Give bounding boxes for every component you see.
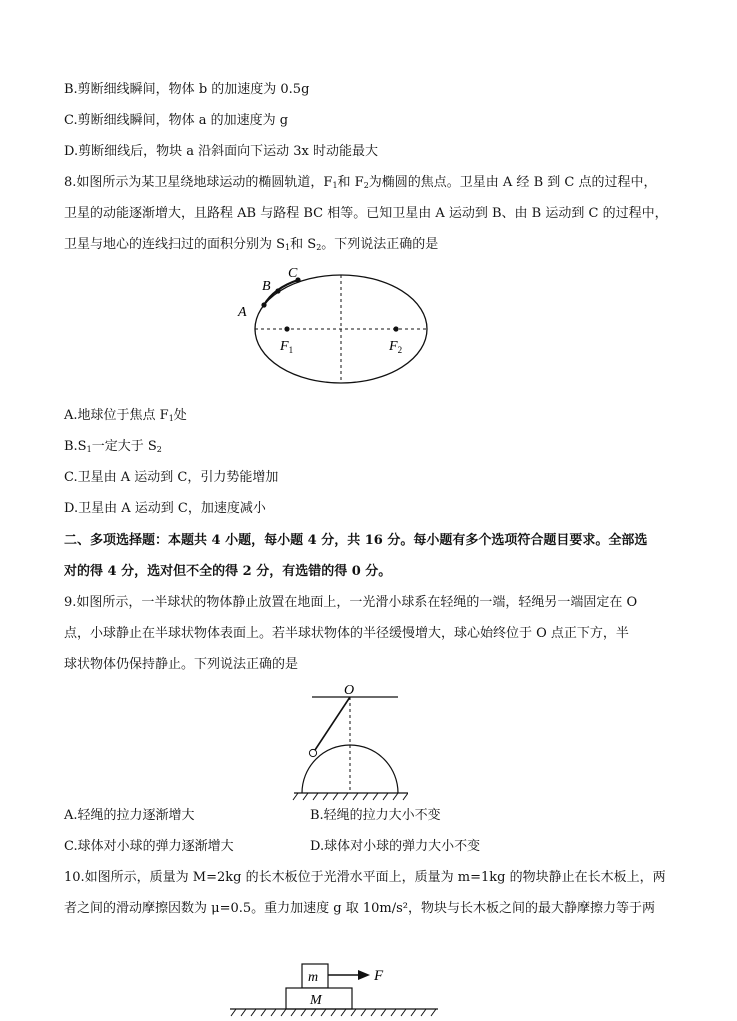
floor-hatching	[231, 1009, 436, 1016]
label-f1: $F_1$	[280, 339, 294, 355]
q9-hemisphere-figure	[288, 680, 408, 802]
point-b	[275, 288, 280, 293]
focus-f1	[284, 326, 289, 331]
label-c: C	[288, 266, 298, 281]
q8-option-c: C.卫星由 A 运动到 C，引力势能增加	[64, 470, 279, 485]
q8-stem-line3: 卫星与地心的连线扫过的面积分别为 $S_1$和 $S_2$。下列说法正确的是	[64, 237, 439, 252]
q9-option-c: C.球体对小球的弹力逐渐增大	[64, 839, 234, 854]
q9-option-b: B.轻绳的拉力大小不变	[310, 808, 441, 823]
q10-stem-line1: 10.如图所示，质量为 M=2kg 的长木板位于光滑水平面上，质量为 m=1kg 的物块静止在长木板上，两	[64, 870, 666, 885]
section2-heading-line1: 二、多项选择题：本题共 4 小题，每小题 4 分，共 16 分。每小题有多个选项符合题目要求。全部选	[64, 533, 648, 548]
q8-stem-line2: 卫星的动能逐渐增大，且路程 AB 与路程 BC 相等。已知卫星由 A 运动到 B、由 B 运动到 C 的过程中，	[64, 206, 668, 221]
force-arrow-head	[358, 970, 370, 980]
q9-option-d: D.球体对小球的弹力大小不变	[310, 839, 481, 854]
label-o: O	[344, 683, 355, 698]
label-m: m	[308, 970, 319, 985]
small-ball	[309, 749, 316, 756]
q7-option-c: C.剪断细线瞬间，物体 a 的加速度为 g	[64, 113, 289, 128]
q7-option-d: D.剪断细线后，物块 a 沿斜面向下运动 3x 时动能最大	[64, 144, 378, 159]
q9-stem-line1: 9.如图所示，一半球状的物体静止放置在地面上，一光滑小球系在轻绳的一端，轻绳另一端固定在 O	[64, 595, 638, 610]
light-rope	[315, 697, 350, 750]
label-big-m: M	[310, 993, 322, 1008]
q9-stem-line3: 球状物体仍保持静止。下列说法正确的是	[64, 657, 299, 672]
ground-hatching	[293, 793, 408, 800]
point-a	[261, 302, 266, 307]
focus-f2	[393, 326, 398, 331]
q9-stem-line2: 点，小球静止在半球状物体表面上。若半球状物体的半径缓慢增大，球心始终位于 O 点正下方，半	[64, 626, 629, 641]
section2-heading-line2: 对的得 4 分，选对但不全的得 2 分，有选错的得 0 分。	[64, 564, 392, 579]
label-a: A	[238, 305, 247, 320]
q8-option-b: $B.S_1$一定大于 $S_2$	[64, 439, 162, 454]
label-b: B	[262, 279, 271, 294]
q10-stem-line2: 者之间的滑动摩擦因数为 μ=0.5。重力加速度 g 取 10m/s²，物块与长木板之间的最大静摩擦力等于两	[64, 901, 655, 916]
label-f2: $F_2$	[389, 339, 403, 355]
q7-option-b: B.剪断细线瞬间，物体 b 的加速度为 0.5g	[64, 82, 310, 97]
q9-option-a: A.轻绳的拉力逐渐增大	[64, 808, 195, 823]
q8-option-d: D.卫星由 A 运动到 C，加速度减小	[64, 501, 266, 516]
q8-ellipse-orbit-figure	[228, 262, 438, 390]
q8-stem-line1: 8.如图所示为某卫星绕地球运动的椭圆轨道，$F_1$和 $F_2$为椭圆的焦点。卫星由 A 经 B 到 C 点的过程中，	[64, 175, 657, 190]
label-f: F	[374, 968, 384, 984]
q8-option-a: A.地球位于焦点 $F_1$处	[64, 408, 187, 423]
q10-blocks-figure	[226, 958, 446, 1021]
